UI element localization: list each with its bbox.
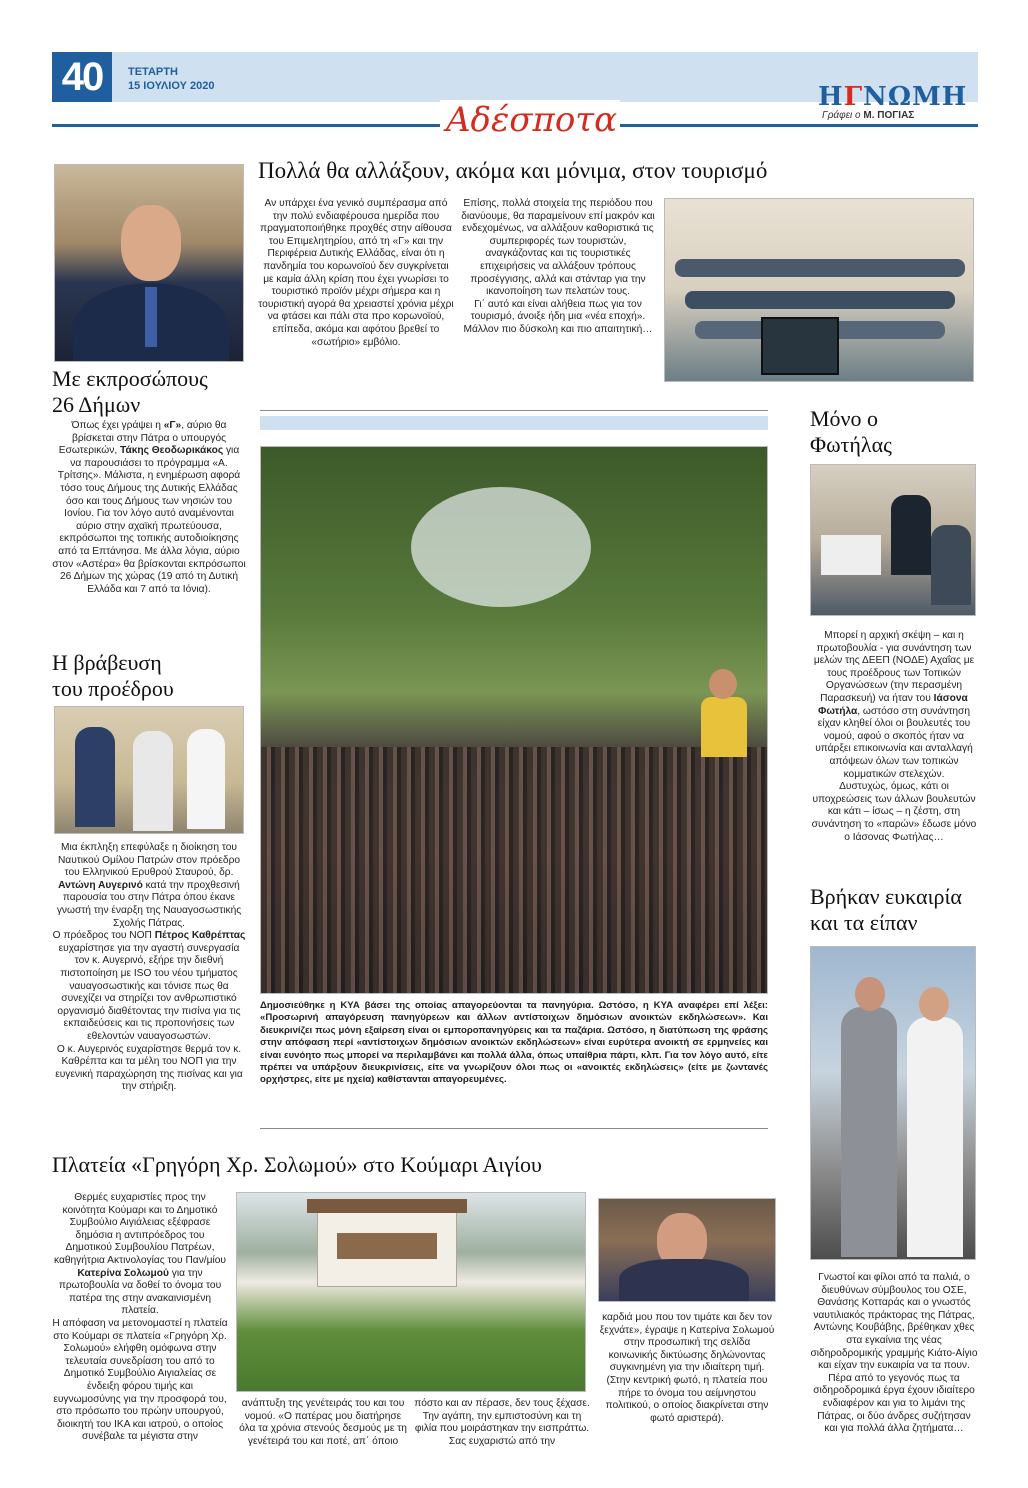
chance-headline-line2: και τα είπαν: [810, 910, 918, 935]
newspaper-logo: [818, 82, 968, 112]
square-photo: [236, 1192, 586, 1392]
chance-text: Γνωστοί και φίλοι από τα παλιά, ο διευθύνων σύμβουλος του ΟΣΕ, Θανάσης Κοτταράς και ο γνωστός ναυτιλιακός πράκτορας της Πάτρας, Αντώνης Κουβάβης, βρέθηκαν χθες στα εγκαίνια της νέας σιδηροδρομικής γραμμής Κιάτο-Αίγιο και είχαν την ευκαιρία να τα πουν. Πέρα από το γεγονός πως τα σιδηροδρομικά έργα έχουν ιδιαίτερο ενδιαφέρον και για το λιμάνι της Πάτρας, οι δύο άνδρες συζήτησαν και για πολλά άλλα ζητήματα…: [810, 1272, 978, 1435]
page-number: 40: [52, 52, 112, 102]
crowd-photo: [260, 446, 768, 994]
reps-headline-line2: 26 Δήμων: [52, 392, 141, 417]
award-text-2: κατά την προχθεσινή παρουσία του στην Πάτρα όπου έκανε γνωστή την έναρξη της Ναυαγοσωστικής Σχολής Πάτρας. Ο πρόεδρος του ΝΟΠ: [52, 879, 242, 942]
reps-text: [52, 420, 246, 596]
reps-text-bold-2: Τάκης Θεοδωρικάκος: [119, 445, 224, 457]
reps-text-bold-1: «Γ»: [163, 420, 182, 431]
date-day: ΤΕΤΑΡΤΗ: [128, 66, 178, 78]
fotilas-text-2: , ωστόσο στη συνάντηση είχαν κληθεί όλοι οι βουλευτές του νομού, αφού ο σκοπός ήταν να υπάρξει επικοινωνία και ανταλλαγή απόψεων όλων των τοπικών κομματικών στελεχών. Δυστυχώς, όμως, κάτι οι υποχρεώσεις των άλλων βουλευτών και κάτι – ίσως – η ζέστη, στη συνάντηση το «παρών» έδωσε μόνο ο Ιάσονας Φωτήλας…: [811, 705, 977, 843]
reps-text-2: , αύριο θα βρίσκεται στην Πάτρα ο υπουργός Εσωτερικών,: [58, 420, 227, 457]
fotilas-headline-line2: Φωτήλας: [810, 432, 892, 457]
laptop-screen: [761, 317, 839, 375]
byline-author: Μ. ΠΟΓΙΑΣ: [863, 110, 915, 121]
panigyri-caption: Δημοσιεύθηκε η ΚΥΑ βάσει της οποίας απαγορεύονται τα πανηγύρια. Ωστόσο, η ΚΥΑ αναφέρει επί λέξει: «Προσωρινή απαγόρευση πανηγύρεων και άλλων αντίστοιχων δημόσιων ανοικτών εκδηλώσεων». Και διευκρινίζει πως μόνη εξαίρεση είναι οι εμποροπανηγύρεις και τα παζάρια. Ωστόσο, η διατύπωση της φράσης στην απόφαση περί «αντίστοιχων δημόσιων ανοικτών εκδηλώσεων» είναι ευρύτερα ανοικτή σε ερμηνείες και είναι ευνόητο πως μπορεί να περιλαμβάνει και πολλά άλλα, όπως υπαίθρια πάρτι, κλπ. Για τον λόγο αυτό, είτε πρέπει να υπάρξουν διευκρινίσεις, είτε να γνωρίζουν όλοι πως οι «ανοικτές εκδηλώσεις» (είτε με ζωντανές ορχήστρες, είτε με ηχεία) καθίστανται απαγορευμένες.: [260, 1000, 768, 1086]
blue-strip: [260, 416, 768, 430]
reps-text-3: για να παρουσιάσει το πρόγραμμα «Α. Τρίτσης». Μάλιστα, η ενημέρωση αφορά τόσο τους Δήμους της Δυτικής Ελλάδας όσο και τους Δήμους των νησιών του Ιονίου. Για τον λόγο αυτό αναμένονται αύριο στην αχαϊκή πρωτεύουσα, εκπρόσωποι της τοπικής αυτοδιοίκησης από τα Επτάνησα. Με άλλα λόγια, αύριο στον «Αστέρα» θα βρίσκονται εκπρόσωποι 26 Δήμων της χώρας (19 από τη Δυτική Ελλάδα και 7 από τα Ιόνια).: [52, 445, 246, 595]
fotilas-photo: [810, 464, 976, 616]
award-text-bold-1: Αντώνη Αυγερινό: [58, 879, 143, 891]
reps-headline-line1: Με εκπροσώπους: [52, 366, 208, 391]
byline: [822, 110, 914, 121]
section-title: Αδέσποτα: [440, 100, 620, 140]
award-text-1: Μια έκπληξη επεφύλαξε η διοίκηση του Ναυτικού Ομίλου Πατρών στον πρόεδρο του Ελληνικού Ερυθρού Σταυρού, δρ.: [57, 842, 241, 879]
award-photo: [54, 706, 244, 834]
square-col3: πόστο και αν πέρασε, δεν τους ξέχασε. Την αγάπη, την εμπιστοσύνη και τη φιλία που μοιράστηκαν την εισπράττω. Σας ευχαριστώ από την: [414, 1398, 590, 1447]
award-headline-line2: του προέδρου: [52, 676, 174, 701]
award-headline: [52, 650, 242, 702]
square-col1: [52, 1192, 228, 1444]
logo-prefix: Η: [818, 82, 844, 112]
pair-photo: [810, 946, 976, 1260]
fotilas-text-bold: Ιάσονα Φωτήλα: [817, 692, 968, 717]
fotilas-text-1: Μπορεί η αρχική σκέψη – και η πρωτοβουλία - για συνάντηση των μελών της ΔΕΕΠ (ΝΟΔΕ) Αχαΐας με τους προέδρους των Τοπικών Οργανώσεων (την περασμένη Παρασκευή) να ήταν του: [813, 630, 975, 704]
square-col1-a: Θερμές ευχαριστίες προς την κοινότητα Κούμαρι και το Δημοτικό Συμβούλιο Αιγιάλειας εξέφρασε δημόσια η αντιπρόεδρος του Δημοτικού Συμβουλίου Πατρέων, καθηγήτρια Ακτινολογίας του Παν/μίου: [53, 1192, 226, 1266]
fotilas-headline-line1: Μόνο ο: [810, 406, 879, 431]
logo-word: ΝΩΜΗ: [863, 82, 968, 112]
square-col1-bold: Κατερίνα Σολωμού: [77, 1267, 169, 1279]
fotilas-headline: [810, 406, 980, 458]
byline-prefix: Γράφει ο: [822, 110, 861, 121]
top-divider: [260, 410, 768, 411]
square-col1-b: για την πρωτοβουλία να δοθεί το όνομα του πατέρα της στην ανακαινισμένη πλατεία. Η απόφαση να μετονομαστεί η πλατεία στο Κούμαρι σε πλατεία «Γρηγόρη Χρ. Σολωμού» ελήφθη ομόφωνα στην τελευταία συνεδρίαση του από το Δημοτικό Συμβούλιο Αιγιαλείας σε ένδειξη φόρου τιμής και ευγνωμοσύνης για την προσφορά του, στο πρόσωπο του πρώην υπουργού, διοικητή του ΙΚΑ και ιατρού, ο οποίος συνέβαλε τα μέγιστα στην: [52, 1267, 228, 1443]
fotilas-text: [810, 630, 978, 844]
square-col2: ανάπτυξη της γενέτειράς του και του νομού. «Ο πατέρας μου διατήρησε όλα τα χρόνια στενούς δεσμούς με τη γενέτειρά του και ποτέ, απ΄ όποιο: [239, 1398, 407, 1447]
chance-headline: [810, 884, 980, 936]
tourism-col2: Επίσης, πολλά στοιχεία της περιόδου που διανύουμε, θα παραμείνουν επί μακρόν και ενδεχομένως, να αλλάξουν καθοριστικά τις συμπεριφορές των τουριστών, αναγκάζοντας και τις τουριστικές επιχειρήσεις να αλλάξουν τρόπους προσέγγισης, αλλά και στάνταρ για την ικανοποίηση των πελατών τους. Γι΄ αυτό και είναι αλήθεια πως για τον τουρισμό, άνοιξε ήδη μια «νέα εποχή». Μάλλον πιο δύσκολη και πιο απαιτητική…: [461, 198, 655, 335]
portrait-photo: [598, 1198, 776, 1302]
logo-mark: Γ: [843, 82, 864, 112]
chance-headline-line1: Βρήκαν ευκαιρία: [810, 884, 962, 909]
date-full: 15 ΙΟΥΛΙΟΥ 2020: [128, 80, 215, 92]
reps-headline: [52, 366, 242, 418]
tourism-headline: Πολλά θα αλλάξουν, ακόμα και μόνιμα, στον τουρισμό: [258, 158, 768, 183]
reps-text-1: Όπως έχει γράψει η: [71, 420, 164, 431]
award-text-3: ευχαρίστησε για την αγαστή συνεργασία τον κ. Αυγερινό, εξήρε την διεθνή πιστοποίηση με ISO του νέου τμήματος ναυαγοσωστικής και τόνισε πως θα συνεχίζει να στηρίζει τον ανθρωπιστικό οργανισμό διαθέτοντας την πισίνα για τις εκπαιδεύσεις και τις προπονήσεις των εθελοντών ναυαγοσωστών. Ο κ. Αυγερινός ευχαρίστησε θερμά τον κ. Καθρέπτα και τα μέλη του ΝΟΠ για την ευγενική παραχώρηση της πισίνας και για την στήριξη.: [55, 942, 243, 1093]
award-text-bold-2: Πέτρος Καθρέπτας: [154, 930, 246, 942]
meeting-photo: [664, 198, 974, 382]
award-headline-line1: Η βράβευση: [52, 650, 162, 675]
bottom-divider: [260, 1128, 768, 1129]
tourism-col1: Αν υπάρχει ένα γενικό συμπέρασμα από την πολύ ενδιαφέρουσα ημερίδα που πραγματοποιήθηκε προχθές στην αίθουσα του Επιμελητηρίου, από τη «Γ» και την Περιφέρεια Δυτικής Ελλάδας, είναι ότι η πανδημία του κορωνοϊού δεν συγκρίνεται με καμία άλλη κρίση που έχει γνωρίσει το τουριστικό προϊόν μέχρι σήμερα και η τουριστική αγορά θα χρειαστεί χρόνια μέχρι να φτάσει και πάλι στα προ κορωνοϊού, επίπεδα, ακόμα και αφότου βρεθεί το «σωτήριο» εμβόλιο.: [258, 198, 454, 348]
award-text: [52, 842, 246, 1094]
square-headline: Πλατεία «Γρηγόρη Χρ. Σολωμού» στο Κούμαρι Αιγίου: [52, 1152, 542, 1177]
square-col4: καρδιά μου που τον τιμάτε και δεν τον ξεχνάτε», έγραψε η Κατερίνα Σολωμού στην προσωπική της σελίδα κοινωνικής δικτύωσης δηλώνοντας συγκινημένη για την ιδιαίτερη τιμή. (Στην κεντρική φωτό, η πλατεία που πήρε το όνομα του αείμνηστου πολιτικού, ο οποίος διακρίνεται στην φωτό αριστερά).: [599, 1312, 775, 1424]
minister-photo: [54, 164, 244, 362]
